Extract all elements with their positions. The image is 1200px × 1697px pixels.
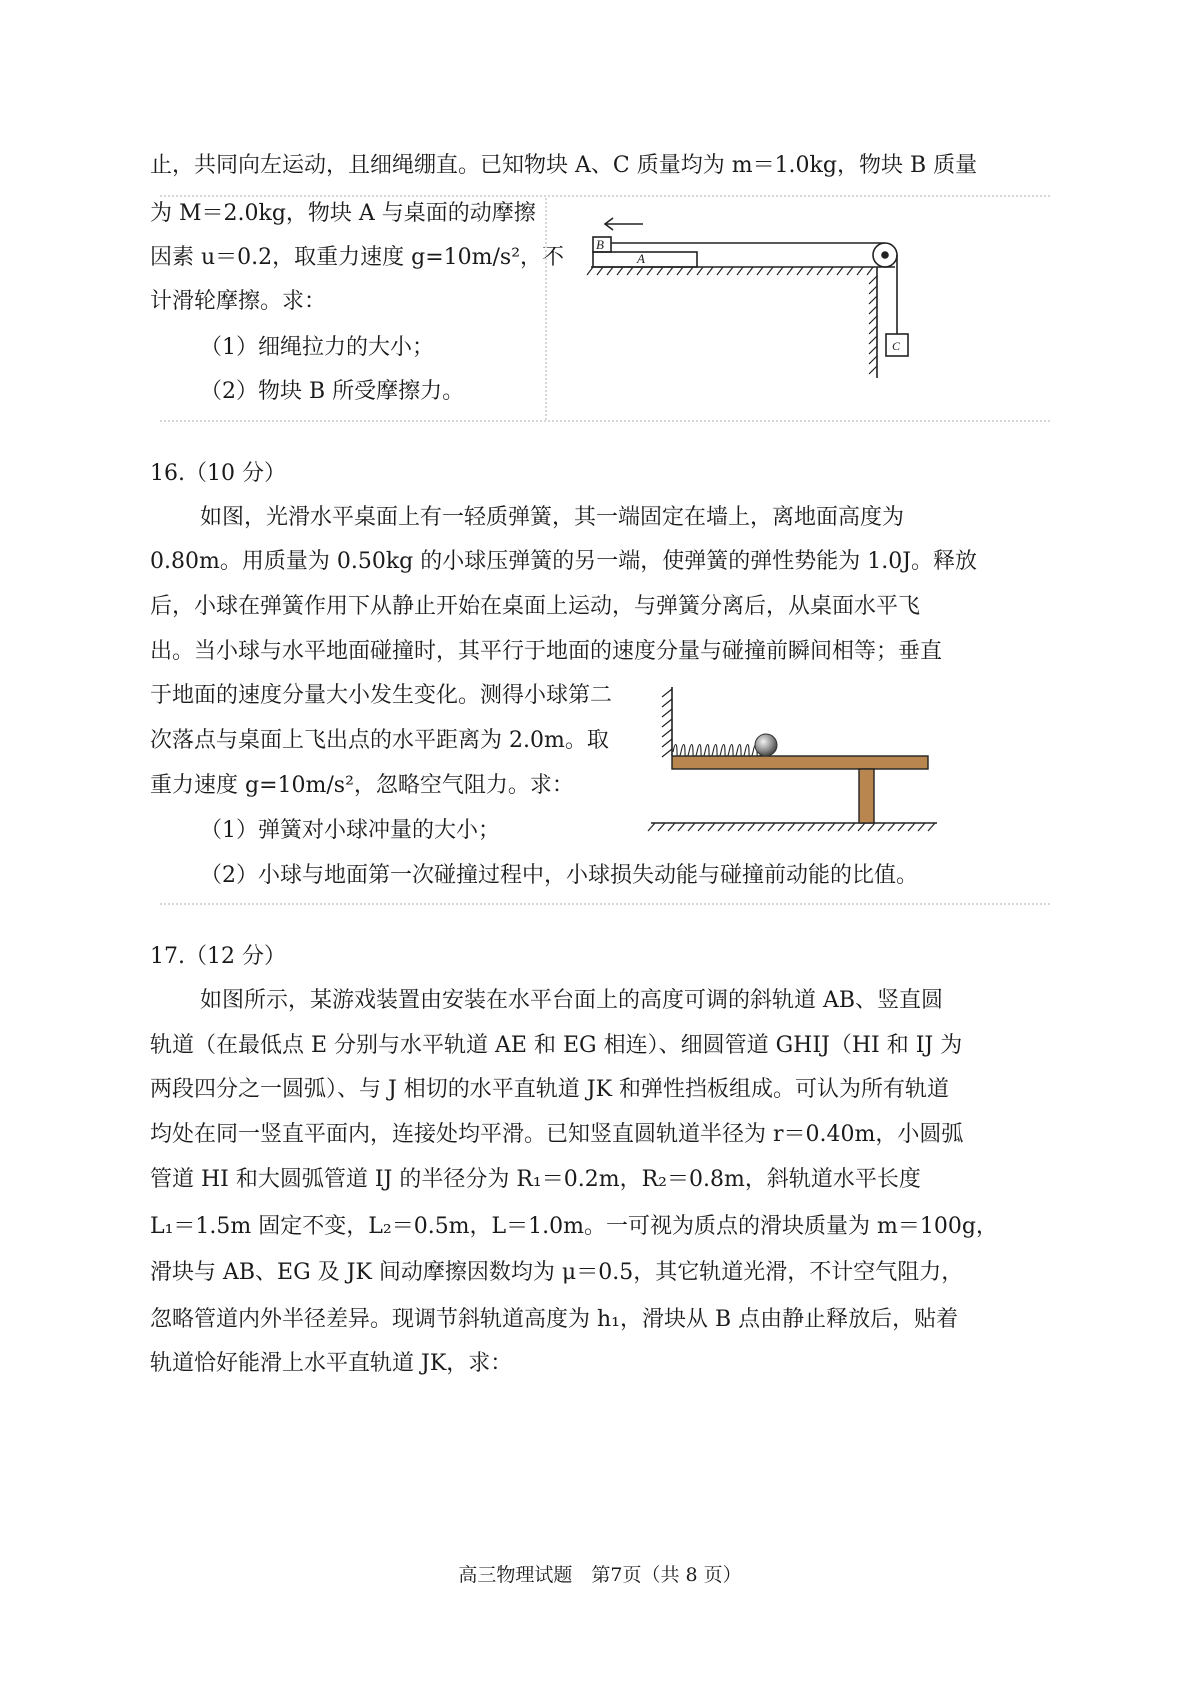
q17-line-8: 忽略管道内外半径差异。现调节斜轨道高度为 h₁，滑块从 B 点由静止释放后，贴着: [150, 1307, 959, 1332]
block-c-label: C: [892, 339, 901, 353]
separator: [160, 420, 1050, 422]
q17-line-7: 滑块与 AB、EG 及 JK 间动摩擦因数均为 μ＝0.5，其它轨道光滑，不计空气阻力，: [150, 1260, 964, 1285]
q17-line-3: 两段四分之一圆弧）、与 J 相切的水平直轨道 JK 和弹性挡板组成。可认为所有轨道: [150, 1077, 950, 1102]
q16-line-5: 于地面的速度分量大小发生变化。测得小球第二: [150, 683, 613, 708]
spring-ball-table-figure: [645, 683, 945, 833]
q15-line-2: 为 M＝2.0kg，物块 A 与桌面的动摩擦: [150, 201, 536, 226]
q16-line-1: 如图，光滑水平桌面上有一轻质弹簧，其一端固定在墙上，离地面高度为: [200, 505, 905, 530]
q17-line-9: 轨道恰好能滑上水平直轨道 JK，求：: [150, 1351, 513, 1376]
q15-subquestion-1: （1）细绳拉力的大小；: [200, 335, 434, 360]
block-b-label: B: [596, 237, 604, 252]
q16-line-4: 出。当小球与水平地面碰撞时，其平行于地面的速度分量与碰撞前瞬间相等；垂直: [150, 639, 943, 664]
separator: [160, 903, 1050, 905]
q15-line-1: 止，共同向左运动，且细绳绷直。已知物块 A、C 质量均为 m＝1.0kg，物块 B 质量: [150, 153, 978, 178]
q17-line-1: 如图所示，某游戏装置由安装在水平台面上的高度可调的斜轨道 AB、竖直圆: [200, 988, 944, 1013]
block-a-label: A: [637, 251, 645, 266]
q16-line-6: 次落点与桌面上飞出点的水平距离为 2.0m。取: [150, 728, 609, 753]
q16-line-7: 重力速度 g=10m/s²，忽略空气阻力。求：: [150, 773, 574, 798]
q16-subquestion-1: （1）弹簧对小球冲量的大小；: [200, 818, 500, 843]
separator-vertical: [545, 198, 547, 420]
q17-line-6: L₁＝1.5m 固定不变，L₂＝0.5m，L＝1.0m。一可视为质点的滑块质量为 m＝100g，: [150, 1214, 998, 1239]
q15-line-3: 因素 u＝0.2，取重力速度 g=10m/s²，不: [150, 245, 565, 270]
q15-subquestion-2: （2）物块 B 所受摩擦力。: [200, 379, 465, 404]
separator: [160, 195, 1050, 197]
pulley-block-figure: [585, 210, 925, 410]
page-footer: 高三物理试题 第7页（共 8 页）: [458, 1564, 742, 1586]
q15-line-4: 计滑轮摩擦。求：: [150, 289, 327, 314]
q16-subquestion-2: （2）小球与地面第一次碰撞过程中，小球损失动能与碰撞前动能的比值。: [200, 863, 918, 888]
q17-line-5: 管道 HI 和大圆弧管道 IJ 的半径分为 R₁＝0.2m，R₂＝0.8m，斜轨道水平长度: [150, 1167, 921, 1192]
q16-line-2: 0.80m。用质量为 0.50kg 的小球压弹簧的另一端，使弹簧的弹性势能为 1.0J。释放: [150, 549, 978, 574]
q16-line-3: 后，小球在弹簧作用下从静止开始在桌面上运动，与弹簧分离后，从桌面水平飞: [150, 594, 921, 619]
q17-line-4: 均处在同一竖直平面内，连接处均平滑。已知竖直圆轨道半径为 r＝0.40m，小圆弧: [150, 1122, 964, 1147]
q17-line-2: 轨道（在最低点 E 分别与水平轨道 AE 和 EG 相连）、细圆管道 GHIJ（HI 和 IJ 为: [150, 1033, 963, 1058]
q16-header: 16.（10 分）: [150, 461, 286, 486]
q17-header: 17.（12 分）: [150, 944, 286, 969]
